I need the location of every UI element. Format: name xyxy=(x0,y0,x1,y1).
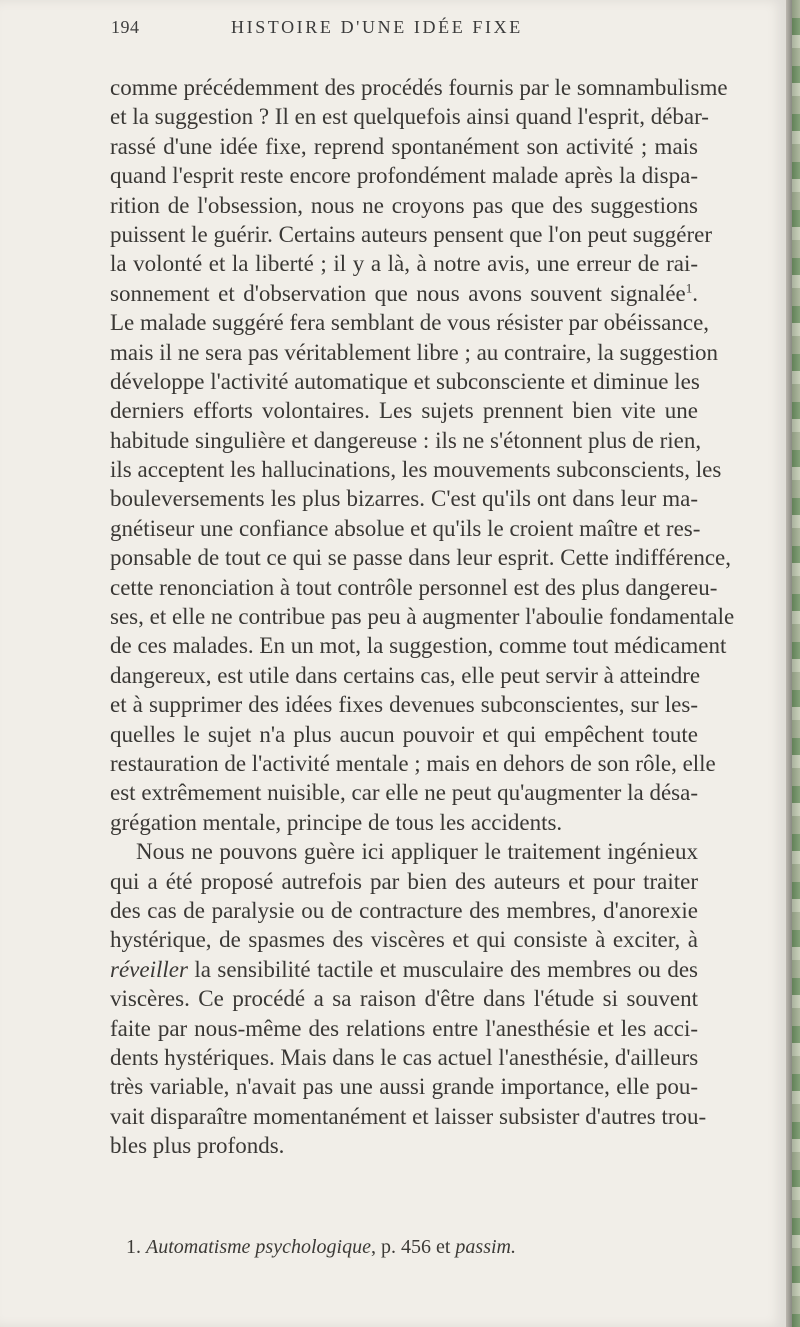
text-line: très variable, n'avait pas une aussi grande importance, elle pou- xyxy=(110,1074,698,1100)
text-line: qui a été proposé autrefois par bien des auteurs et pour traiter xyxy=(110,868,698,894)
text-line: ses, et elle ne contribue pas peu à augmenter l'aboulie fondamentale xyxy=(110,604,735,630)
page-edge-stripes xyxy=(792,0,800,1327)
body-text xyxy=(110,73,735,1160)
text-line-with-footnote: sonnement et d'observation que nous avons souvent signalée$^1$. xyxy=(110,280,698,306)
text-line: puissent le guérir. Certains auteurs pensent que l'on peut suggérer xyxy=(110,221,712,247)
text-line: habitude singulière et dangereuse : ils ne s'étonnent plus de rien, xyxy=(110,427,702,453)
text-line: quelles le sujet n'a plus aucun pouvoir et qui empêchent toute xyxy=(110,721,698,747)
footnote-marker[interactable]: 1 xyxy=(685,280,693,296)
text-line: faite par nous-même des relations entre l'anesthésie et les acci- xyxy=(110,1015,698,1041)
text-line: rassé d'une idée fixe, reprend spontanément son activité ; mais xyxy=(110,133,698,159)
text-line: développe l'activité automatique et subconsciente et diminue les xyxy=(110,368,700,394)
text-line: viscères. Ce procédé a sa raison d'être dans l'étude si souvent xyxy=(110,986,698,1012)
text-line: mais il ne sera pas véritablement libre ; au contraire, la suggestion xyxy=(110,339,719,365)
text-line: et la suggestion ? Il en est quelquefois ainsi quand l'esprit, débar- xyxy=(110,104,709,130)
text-line: ils acceptent les hallucinations, les mouvements subconscients, les xyxy=(110,457,722,483)
text-line: rition de l'obsession, nous ne croyons pas que des suggestions xyxy=(110,192,698,218)
text-line: et à supprimer des idées fixes devenues subconscientes, sur les- xyxy=(110,692,698,718)
text-line: gnétiseur une confiance absolue et qu'ils le croient maître et res- xyxy=(110,515,701,541)
footnote-title: Automatisme psychologique xyxy=(146,1236,371,1258)
text-line: de ces malades. En un mot, la suggestion, comme tout médicament xyxy=(110,633,727,659)
text-line: dangereux, est utile dans certains cas, elle peut servir à atteindre xyxy=(110,662,701,688)
page-header xyxy=(111,17,692,45)
text-line: restauration de l'activité mentale ; mais en dehors de son rôle, elle xyxy=(110,750,716,776)
page-number: 194 xyxy=(111,17,140,37)
text-line: bouleversements les plus bizarres. C'est qu'ils ont dans leur ma- xyxy=(110,486,698,512)
text-line: bles plus profonds. xyxy=(110,1133,285,1159)
text-line: cette renonciation à tout contrôle personnel est des plus dangereu- xyxy=(110,574,718,600)
text-line-content: sonnement et d'observation que nous avons souvent signalée xyxy=(110,280,686,306)
text-line: des cas de paralysie ou de contracture des membres, d'anorexie xyxy=(110,897,698,923)
footnote-passim: passim. xyxy=(455,1236,516,1258)
text-line: hystérique, de spasmes des viscères et qui consiste à exciter, à xyxy=(110,927,698,953)
text-line: quand l'esprit reste encore profondément malade après la dispa- xyxy=(110,163,698,189)
text-line-content: la sensibilité tactile et musculaire des membres ou des xyxy=(194,956,698,982)
text-line: ponsable de tout ce qui se passe dans leur esprit. Cette indifférence, xyxy=(110,545,732,571)
text-line-with-italic xyxy=(110,955,698,984)
footnote-number: 1. xyxy=(126,1236,141,1258)
footnote-page-ref: , p. 456 et xyxy=(370,1236,451,1258)
text-line: comme précédemment des procédés fournis par le somnambulisme xyxy=(110,75,728,100)
text-line: Nous ne pouvons guère ici appliquer le traitement ingénieux xyxy=(136,839,698,865)
italic-word: réveiller xyxy=(110,956,188,982)
running-head: HISTOIRE D'UNE IDÉE FIXE xyxy=(231,17,523,37)
text-line: derniers efforts volontaires. Les sujets prennent bien vite une xyxy=(110,398,698,424)
text-line: Le malade suggéré fera semblant de vous résister par obéissance, xyxy=(110,310,710,336)
text-line: est extrêmement nuisible, car elle ne peut qu'augmenter la désa- xyxy=(110,780,698,806)
footnote xyxy=(126,1236,516,1259)
text-line: grégation mentale, principe de tous les accidents. xyxy=(110,809,563,835)
text-line: vait disparaître momentanément et laisser subsister d'autres trou- xyxy=(110,1103,707,1129)
text-line: la volonté et la liberté ; il y a là, à notre avis, une erreur de rai- xyxy=(110,251,698,277)
text-line: dents hystériques. Mais dans le cas actuel l'anesthésie, d'ailleurs xyxy=(110,1044,699,1070)
